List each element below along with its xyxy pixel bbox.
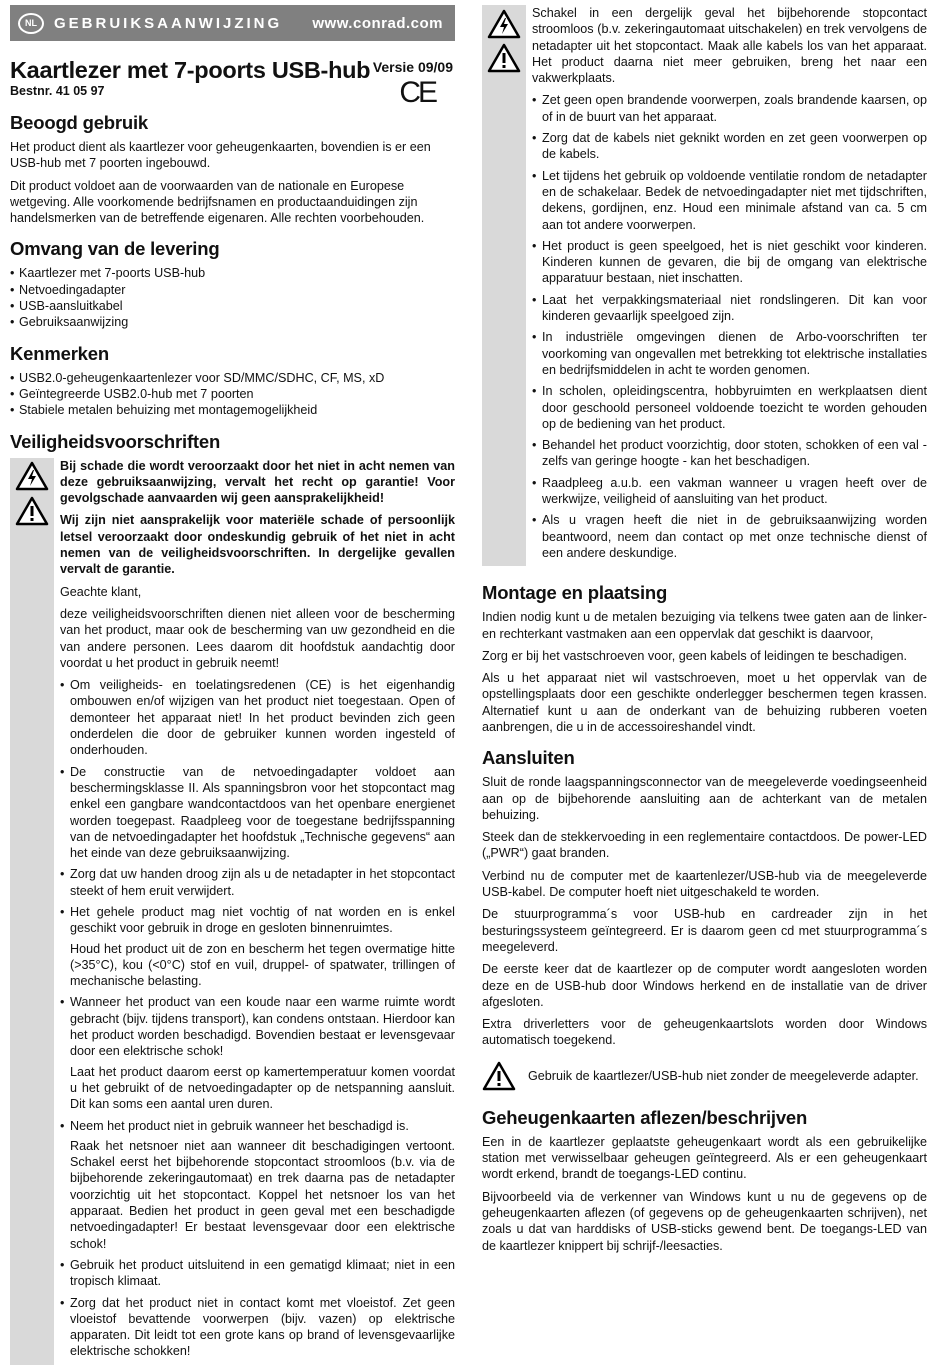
version-label: Versie 09/09 (372, 59, 453, 75)
paragraph: deze veiligheidsvoorschriften dienen niet alleen voor de bescherming van het product, maar ook de bescherming van uw gezondheid en die van andere personen. Lees daarom dit hoofdstuk aandachtig door voordat u het product in gebruik neemt! (60, 606, 455, 670)
title-row (10, 57, 455, 109)
section-heading: Kenmerken (10, 342, 109, 364)
note-text: Gebruik de kaartlezer/USB-hub niet zonder de meegeleverde adapter. (528, 1068, 919, 1083)
page-title: Kaartlezer met 7-poorts USB-hub (10, 57, 371, 83)
list-item: • Als u vragen heeft die niet in de gebruiksaanwijzing worden beantwoord, neem dan contact op met onze technische dienst of een andere deskundige. (532, 512, 927, 561)
safety-text (54, 458, 455, 1365)
list-item: • Gebruik het product uitsluitend in een gematigd klimaat; niet in een tropisch klimaat. (60, 1257, 455, 1290)
paragraph: Schakel in een dergelijk geval het bijbehorende stopcontact stroomloos (b.v. zekeringautomaat uitschakelen) en trek vervolgens de netadapter uit het stopcontact. Maak alle kabels los van het apparaat. Het product daarna niet meer gebruiken, breng het naar een vakwerkplaats. (532, 6, 927, 86)
section-heading: Aansluiten (482, 747, 575, 769)
left-column (10, 5, 455, 1365)
paragraph: Als u het apparaat niet wil vastschroeven, moet u het oppervlak van de opstellingsplaats door een geschikte onderlegger beschermen tegen krassen. Alternatief kunt u aan de onderkant van de behuizing rubberen voeten aanbrengen, die u in de accessoireshandel vindt. (482, 671, 927, 734)
ce-mark-icon: CE (399, 76, 435, 109)
section-connect (482, 747, 927, 1090)
order-number: Bestnr. 41 05 97 (10, 84, 105, 98)
safety-list (60, 677, 455, 1360)
paragraph: Een in de kaartlezer geplaatste geheugenkaart wordt als een gebruikelijke station met verwisselbaar geheugen geïntegreerd. Als er een geheugenkaart wordt erkend, brandt de toegangs-LED continu. (482, 1134, 927, 1182)
section-intended-use (10, 112, 455, 226)
paragraph: Sluit de ronde laagspanningsconnector van de meegeleverde voedingseenheid aan op de bijbehorende aansluiting aan de achterkant van de metalen behuizing. (482, 775, 927, 822)
list-item: • Raadpleeg a.u.b. een vakman wanneer u vragen heeft over de werkwijze, veiligheid of aansluiting van het product. (532, 475, 927, 508)
warning-text: Wij zijn niet aansprakelijk voor materiële schade of persoonlijk letsel veroorzaakt door ondeskundig gebruik of het niet in acht nemen van de veiligheidsvoorschriften. In dergelijke gevallen vervalt de garantie. (60, 513, 455, 577)
warning-text: Bij schade die wordt veroorzaakt door het niet in acht nemen van deze gebruiksaanwijzing, vervalt het recht op garantie! Voor gevolgschade aanvaarden wij geen aansprakelijkheid! (60, 458, 455, 506)
safety-list (532, 92, 927, 561)
list-item: • USB-aansluitkabel (10, 298, 455, 314)
section-heading: Veiligheidsvoorschriften (10, 430, 221, 452)
scope-list (10, 265, 455, 330)
list-item: • USB2.0-geheugenkaartenlezer voor SD/MMC/SDHC, CF, MS, xD (10, 370, 455, 386)
list-item: • Het product is geen speelgoed, het is niet geschikt voor kinderen. Kinderen kunnen de gevaren, die bij de omgang van elektrische apparatuur bestaan, niet inschatten. (532, 238, 927, 287)
list-item: • Wanneer het product van een koude naar een warme ruimte wordt gebracht (bijv. tijdens transport), kan condens ontstaan. Hierdoor kan het product worden beschadigd. Bovendien bestaat er levensgevaar door een elektrische schok! Laat het product daarom eerst op kamertemperatuur komen voordat u het gebruikt of de netvoedingadapter op de netspanning aansluit. Dit kan soms een aantal uren duren. (60, 994, 455, 1112)
safety-block (10, 458, 455, 1365)
list-item: • Zet geen open brandende voorwerpen, zoals brandende kaarsen, op of in de buurt van het apparaat. (532, 92, 927, 125)
section-heading: Omvang van de levering (10, 238, 220, 260)
right-column (482, 5, 927, 1260)
list-item: • Laat het verpakkingsmateriaal niet rondslingeren. Dit kan voor kinderen gevaarlijk speelgoed zijn. (532, 292, 927, 325)
warning-icon (487, 43, 521, 73)
header-url: www.conrad.com (312, 14, 443, 32)
section-features (10, 343, 455, 419)
section-heading: Montage en plaatsing (482, 582, 668, 604)
warning-icon (15, 496, 49, 526)
warning-icon (482, 1061, 516, 1091)
electric-hazard-icon (15, 461, 49, 491)
list-subparagraph: Raak het netsnoer niet aan wanneer dit beschadigingen vertoont. Schakel eerst het bijbehorende stopcontact stroomloos (b.v. via de bijbehorende zekeringautomaat) en trek daarna pas de netadapter voorzichtig uit het stopcontact. Koppel het netsnoer los van het apparaat. Bedien het product in geen geval met een beschadigde netvoedingadapter! Er bestaat levensgevaar door een elektrische schok! (70, 1138, 455, 1251)
section-scope (10, 238, 455, 330)
list-item: • Zorg dat het product niet in contact komt met vloeistof. Zet geen vloeistof bevattende voorwerpen (bijv. vazen) op elektrische apparaten. Dit leidt tot een grote kans op brand of levensgevaarlijke elektrische schokken! (60, 1295, 455, 1360)
list-subparagraph: Laat het product daarom eerst op kamertemperatuur komen voordat u het gebruikt of de netvoedingadapter op de netspanning aansluit. Dit kan soms een aantal uren duren. (70, 1064, 455, 1112)
paragraph: Verbind nu de computer met de kaartenlezer/USB-hub via de meegeleverde USB-kabel. De computer hoeft niet uitgeschakeld te worden. (482, 868, 927, 900)
list-item: • In industriële omgevingen dienen de Arbo-voorschriften ter voorkoming van ongevallen met betrekking tot elektrische installaties en bedrijfsmiddelen in acht te worden genomen. (532, 329, 927, 378)
safety-text (526, 5, 927, 566)
adapter-note (482, 1061, 927, 1091)
header-bar (10, 5, 455, 41)
paragraph: Indien nodig kunt u de metalen bezuiging via telkens twee gaten aan de linker- en rechterkant vastmaken aan een oppervlak dat geschikt is daarvoor, (482, 610, 927, 641)
safety-sidebar (10, 458, 54, 1365)
language-badge: NL (18, 13, 44, 34)
greeting: Geachte klant, (60, 584, 142, 599)
list-subparagraph: Houd het product uit de zon en bescherm het tegen overmatige hitte (>35°C), kou (<0°C) stof en vuil, druppel- of spatwater, trillingen of mechanische belasting. (70, 941, 455, 989)
paragraph: Zorg er bij het vastschroeven voor, geen kabels of leidingen te beschadigen. (482, 648, 907, 663)
section-heading: Beoogd gebruik (10, 112, 149, 133)
features-list (10, 370, 455, 419)
list-item: • Netvoedingadapter (10, 282, 455, 298)
paragraph: Steek dan de stekkervoeding in een reglementaire contactdoos. De power-LED („PWR“) gaat branden. (482, 830, 927, 861)
list-item: • Zorg dat uw handen droog zijn als u de netadapter in het stopcontact steekt of hem eruit verwijdert. (60, 866, 455, 899)
paragraph: De stuurprogramma´s voor USB-hub en cardreader zijn in het besturingssysteem geïntegreerd. Er is daarom geen cd met stuurprogramma´s meegeleverd. (482, 907, 927, 954)
paragraph: Het product dient als kaartlezer voor geheugenkaarten, bovendien is er een USB-hub met 7 poorten ingebouwd. (10, 140, 431, 171)
list-item: • Kaartlezer met 7-poorts USB-hub (10, 265, 455, 281)
paragraph: Dit product voldoet aan de voorwaarden van de nationale en Europese wetgeving. Alle voorkomende bedrijfsnamen en productaanduidingen zijn handelsmerken van de betreffende eigenaren. Alle rechten voorbehouden. (10, 178, 425, 226)
list-item: • Let tijdens het gebruik op voldoende ventilatie rondom de netadapter en de schakelaar. Bedek de netvoedingadapter niet met tijdschriften, dekens, gordijnen, enz. Houd een minimale afstand van ca. 5 cm aan tot andere voorwerpen. (532, 168, 927, 233)
list-item: • In scholen, opleidingscentra, hobbyruimten en werkplaatsen dient door geschoold personeel voldoende toezicht te worden gehouden op de bediening van het product. (532, 383, 927, 432)
list-item: • De constructie van de netvoedingadapter voldoet aan beschermingsklasse II. Als spanningsbron voor het stopcontact mag enkel een gangbare wandcontactdoos van het openbare energienet worden toegepast. Raadpleeg voor de toegestane bedrijfsspanning van de netvoedingadapter het hoofdstuk „Technische gegevens“ aan het einde van deze gebruiksaanwijzing. (60, 764, 455, 862)
section-mounting (482, 582, 927, 735)
list-item: • Om veiligheids- en toelatingsredenen (CE) is het eigenhandig ombouwen en/of wijzigen van het product niet toegestaan. Open of demonteer het apparaat niet! In het product bevinden zich geen onderdelen die door de gebruiker kunnen worden ingesteld of onderhouden. (60, 677, 455, 758)
list-item: • Neem het product niet in gebruik wanneer het beschadigd is. Raak het netsnoer niet aan wanneer dit beschadigingen vertoont. Schakel eerst het bijbehorende stopcontact stroomloos (b.v. via de bijbehorende zekeringautomaat) en trek daarna pas de netadapter voorzichtig uit het stopcontact. Koppel het netsnoer los van het apparaat. Bedien het product in geen geval met een beschadigde netvoedingadapter! Er bestaat levensgevaar door een elektrische schok! (60, 1118, 455, 1252)
paragraph: Extra driverletters voor de geheugenkaartslots worden door Windows automatisch toegekend. (482, 1017, 927, 1048)
list-item: • Het gehele product mag niet vochtig of nat worden en is enkel geschikt voor gebruik in droge en gesloten binnenruimtes. Houd het product uit de zon en bescherm het tegen overmatige hitte (>35°C), kou (<0°C) stof en vuil, druppel- of spatwater, trillingen of mechanische belasting. (60, 904, 455, 989)
header-title: GEBRUIKSAANWIJZING (54, 14, 283, 32)
electric-hazard-icon (487, 9, 521, 39)
paragraph: Bijvoorbeeld via de verkenner van Windows kunt u nu de gegevens op de geheugenkaarten aflezen (of gegevens op de geheugenkaarten schrijven), net zoals u dat van harddisks of USB-sticks gewend bent. De toegangs-LED van de kaartlezer knippert bij schrijf-/leesacties. (482, 1189, 927, 1253)
section-heading: Geheugenkaarten aflezen/beschrijven (482, 1106, 808, 1128)
list-item: • Zorg dat de kabels niet geknikt worden en zet geen voorwerpen op de kabels. (532, 130, 927, 163)
section-memory-cards (482, 1107, 927, 1254)
list-item: • Geïntegreerde USB2.0-hub met 7 poorten (10, 386, 455, 402)
list-item: • Gebruiksaanwijzing (10, 314, 455, 330)
list-item: • Stabiele metalen behuizing met montagemogelijkheid (10, 402, 455, 418)
safety-block-continued (482, 5, 927, 566)
list-item: • Behandel het product voorzichtig, door stoten, schokken of een val - zelfs van geringe hoogte - kan het beschadigen. (532, 437, 927, 470)
paragraph: De eerste keer dat de kaartlezer op de computer wordt aangesloten worden deze en de USB-hub door Windows herkend en de installatie van de driver afgesloten. (482, 962, 927, 1009)
safety-sidebar (482, 5, 526, 566)
